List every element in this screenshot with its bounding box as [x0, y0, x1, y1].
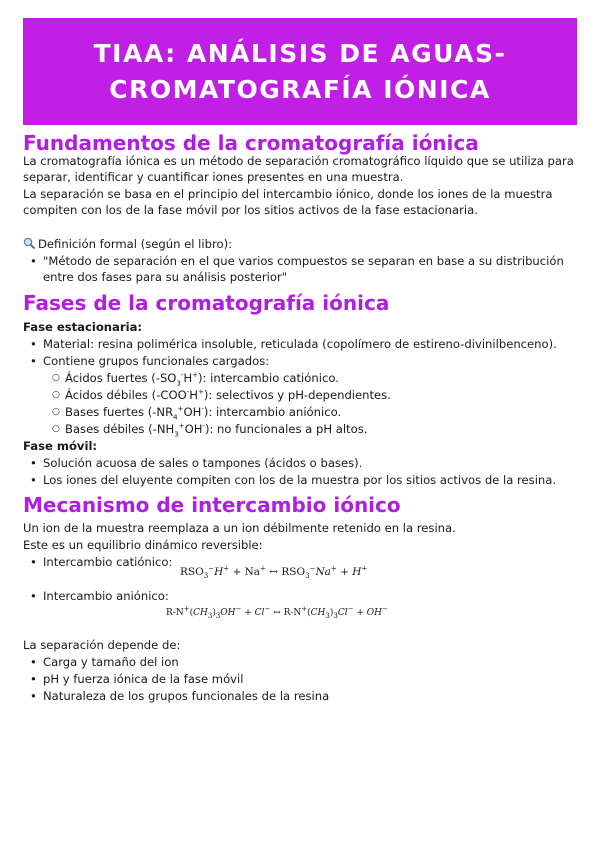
factor-naturaleza: • Naturaleza de los grupos funcionales de la resina	[43, 688, 329, 705]
bases-fuertes-item: ○ Bases fuertes $(-NR_4^+OH^-)$: intercambio aniónico.	[65, 404, 341, 421]
bases-debiles-item: ○ Bases débiles $(-NH_3^+OH^-)$: no funcionales a pH altos.	[65, 421, 367, 438]
definition-quote-line2: entre dos fases para su análisis posterior"	[43, 270, 288, 284]
fundamentos-p1-line2: separar, identificar y cuantificar iones presentes en una muestra.	[23, 170, 404, 184]
acidos-debiles-item: ○ Ácidos débiles (-COO-H+): selectivos y pH-dependientes.	[65, 387, 391, 404]
factor-carga: • Carga y tamaño del ion	[43, 654, 179, 671]
definition-quote-line1: • "Método de separación en el que varios compuestos se separan en base a su distribución	[43, 253, 564, 270]
factor-ph: • pH y fuerza iónica de la fase móvil	[43, 671, 244, 688]
solucion-item: • Solución acuosa de sales o tampones (ácidos o bases).	[43, 455, 362, 472]
document-page	[23, 18, 577, 703]
fundamentos-p2-line1: La separación se basa en el principio del intercambio iónico, donde los iones de la muestra	[23, 187, 553, 201]
definition-label: Definición formal (según el libro):	[38, 237, 233, 251]
heading-mecanismo: Mecanismo de intercambio iónico	[23, 493, 401, 517]
mecanismo-p1: Un ion de la muestra reemplaza a un ion débilmente retenido en la resina.	[23, 521, 456, 535]
material-item: • Material: resina polimérica insoluble, reticulada (copolímero de estireno-divinilbenceno).	[43, 336, 557, 353]
bases-fuertes-text-b: ): intercambio aniónico.	[203, 405, 342, 419]
bases-debiles-text-b: ): no funcionales a pH altos.	[204, 422, 368, 436]
title-line-2: CROMATOGRAFÍA IÓNICA	[109, 74, 491, 104]
cationic-exchange-equation: $RSO_3^-H^+ + Na^+$ ↔ $RSO_3^-Na^+ + H^+$	[180, 564, 368, 581]
depende-label: La separación depende de:	[23, 638, 181, 652]
bases-fuertes-text-a: Bases fuertes (-NR	[65, 405, 174, 419]
acidos-debiles-text-b: ): selectivos y pH-dependientes.	[203, 388, 391, 402]
search-icon	[23, 237, 35, 249]
iones-eluyente-item: • Los iones del eluyente compiten con los de la muestra por los sitios activos de la resina.	[43, 472, 556, 489]
fundamentos-p1-line1: La cromatografía iónica es un método de separación cromatográfico líquido que se utiliza para	[23, 154, 574, 168]
anionico-label: • Intercambio aniónico:	[43, 588, 169, 605]
mecanismo-p2: Este es un equilibrio dinámico reversible:	[23, 538, 263, 552]
bases-debiles-text-a: Bases débiles (-NH	[65, 422, 175, 436]
anionic-exchange-equation: $R-N^+(CH_3)_3OH^- + Cl^-$ ↔ $R-N^+(CH_3)_3Cl^- + OH^-$	[166, 605, 388, 620]
title-banner	[23, 18, 577, 125]
acidos-fuertes-text-b: ): intercambio catiónico.	[198, 371, 339, 385]
grupos-item: • Contiene grupos funcionales cargados:	[43, 353, 269, 370]
acidos-fuertes-text-a: Ácidos fuertes (-SO	[65, 371, 177, 385]
acidos-fuertes-item: ○ Ácidos fuertes $(-SO_3^-H^+)$: intercambio catiónico.	[65, 370, 339, 387]
cationico-label: • Intercambio catiónico:	[43, 554, 172, 571]
fase-estacionaria-label: Fase estacionaria:	[23, 320, 143, 334]
heading-fundamentos: Fundamentos de la cromatografía iónica	[23, 131, 479, 155]
title-line-1: TIAA: ANÁLISIS DE AGUAS-	[93, 38, 507, 68]
heading-fases: Fases de la cromatografía iónica	[23, 291, 390, 315]
definition-label-row	[23, 236, 232, 253]
fase-movil-label: Fase móvil:	[23, 439, 98, 453]
acidos-debiles-text-a: Ácidos débiles (-COO	[65, 388, 187, 402]
fundamentos-p2-line2: compiten con los de la fase móvil por los sitios activos de la fase estacionaria.	[23, 203, 478, 217]
